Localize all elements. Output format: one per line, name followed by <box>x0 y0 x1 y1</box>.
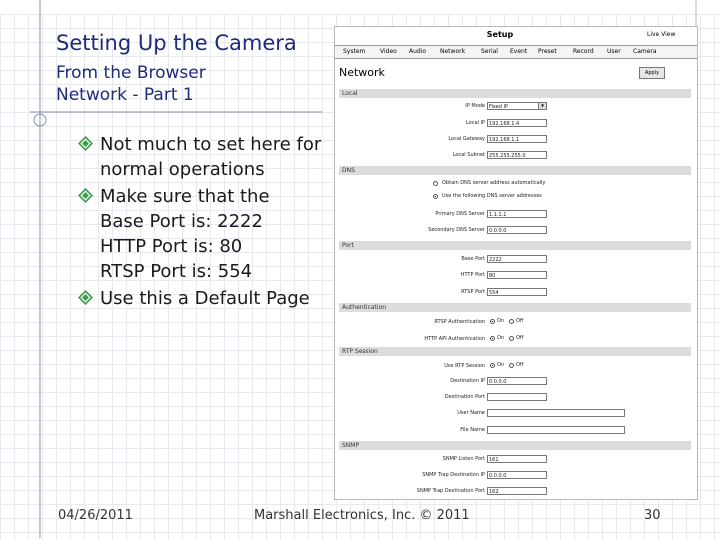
snmp-trap-destination-ip-label: SNMP Trap Destination IP <box>422 472 485 478</box>
use-rtp-on-radio[interactable] <box>490 363 495 368</box>
bullet-list <box>78 132 328 313</box>
http-port-input[interactable]: 80 <box>487 271 547 279</box>
ip-mode-label: IP Mode <box>465 103 485 109</box>
destination-ip-input[interactable]: 0.0.0.0 <box>487 377 547 385</box>
use-rtp-off-label: Off <box>516 362 524 368</box>
live-view-link[interactable]: Live View <box>647 31 676 38</box>
secondary-dns-input[interactable]: 0.0.0.0 <box>487 226 547 234</box>
menu-item-video[interactable]: Video <box>380 48 397 55</box>
dns-manual-label: Use the following DNS server addresses <box>442 193 542 199</box>
snmp-listen-port-label: SNMP Listen Port <box>442 456 485 462</box>
rtsp-port-label: RTSP Port <box>461 289 485 295</box>
local-ip-label: Local IP <box>465 120 485 126</box>
local-subnet-input[interactable]: 255.255.255.0 <box>487 151 547 159</box>
file-name-label: File Name <box>460 427 485 433</box>
use-rtp-label: Use RTP Session <box>444 363 485 369</box>
slide-title: Setting Up the Camera <box>56 31 297 55</box>
local-gateway-input[interactable]: 192.168.1.1 <box>487 135 547 143</box>
base-port-input[interactable]: 2222 <box>487 255 547 263</box>
section-rtp-session: RTP Session <box>339 347 691 356</box>
bullet-text: Make sure that the <box>100 186 270 207</box>
section-dns: DNS <box>339 166 691 175</box>
diamond-bullet-icon <box>78 136 93 151</box>
title-area <box>56 30 326 106</box>
subtitle-line: From the Browser <box>56 63 206 83</box>
http-port-label: HTTP Port <box>460 272 485 278</box>
destination-port-input[interactable] <box>487 393 547 401</box>
rtsp-auth-off-label: Off <box>516 318 524 324</box>
diamond-bullet-icon <box>78 188 93 203</box>
http-api-auth-on-label: On <box>497 335 505 341</box>
bullet-item <box>78 132 328 182</box>
subtitle-line: Network - Part 1 <box>56 85 194 105</box>
menu-item-user[interactable]: User <box>607 48 621 55</box>
menu-item-record[interactable]: Record <box>573 48 594 55</box>
snmp-trap-destination-port-label: SNMP Trap Destination Port <box>416 488 485 494</box>
menu-item-audio[interactable]: Audio <box>409 48 427 55</box>
setup-title: Setup <box>486 30 514 39</box>
bullet-text: RTSP Port is: 554 <box>100 261 253 282</box>
destination-ip-label: Destination IP <box>450 378 485 384</box>
snmp-listen-port-input[interactable]: 161 <box>487 455 547 463</box>
snmp-trap-destination-port-input[interactable]: 162 <box>487 487 547 495</box>
base-port-label: Base Port <box>461 256 485 262</box>
footer-date: 04/26/2011 <box>58 508 133 523</box>
primary-dns-label: Primary DNS Server <box>435 211 485 217</box>
bullet-item <box>78 184 328 284</box>
setup-menu-bar <box>335 45 697 59</box>
diamond-bullet-icon <box>78 290 93 305</box>
primary-dns-input[interactable]: 1.1.1.1 <box>487 210 547 218</box>
section-snmp: SNMP <box>339 441 691 450</box>
rtsp-auth-off-radio[interactable] <box>509 319 514 324</box>
footer-page-number: 30 <box>644 508 661 523</box>
local-subnet-label: Local Subnet <box>452 152 485 158</box>
ip-mode-select[interactable] <box>487 102 547 110</box>
rtsp-auth-on-label: On <box>497 318 505 324</box>
snmp-trap-destination-ip-input[interactable]: 0.0.0.0 <box>487 471 547 479</box>
network-page-title: Network <box>339 66 385 79</box>
section-port: Port <box>339 241 691 250</box>
use-rtp-off-radio[interactable] <box>509 363 514 368</box>
menu-item-preset[interactable]: Preset <box>538 48 557 55</box>
chevron-down-icon: ▼ <box>538 103 546 109</box>
browser-setup-screenshot <box>334 26 698 500</box>
section-local: Local <box>339 89 691 98</box>
ip-mode-value: Fixed IP <box>489 104 509 110</box>
menu-item-system[interactable]: System <box>343 48 366 55</box>
slide-subtitle <box>56 62 326 106</box>
http-api-auth-on-radio[interactable] <box>490 336 495 341</box>
user-name-input[interactable] <box>487 409 625 417</box>
section-authentication: Authentication <box>339 303 691 312</box>
local-ip-input[interactable]: 192.168.1.4 <box>487 119 547 127</box>
apply-button[interactable]: Apply <box>639 67 665 79</box>
bullet-item <box>78 286 328 311</box>
top-bar <box>0 0 720 14</box>
destination-port-label: Destination Port <box>444 394 485 400</box>
bullet-text: Base Port is: 2222 <box>100 211 263 232</box>
local-gateway-label: Local Gateway <box>448 136 485 142</box>
user-name-label: User Name <box>457 410 485 416</box>
http-api-auth-off-radio[interactable] <box>509 336 514 341</box>
rtsp-auth-on-radio[interactable] <box>490 319 495 324</box>
rtsp-auth-label: RTSP Authentication <box>434 319 485 325</box>
rtsp-port-input[interactable]: 554 <box>487 288 547 296</box>
menu-item-serial[interactable]: Serial <box>481 48 498 55</box>
bullet-text: HTTP Port is: 80 <box>100 236 243 257</box>
bullet-text: Not much to set here for <box>100 134 322 155</box>
file-name-input[interactable] <box>487 426 625 434</box>
menu-item-camera[interactable]: Camera <box>633 48 657 55</box>
secondary-dns-label: Secondary DNS Server <box>428 227 485 233</box>
bullet-text: Use this a Default Page <box>100 288 310 309</box>
rule-circle <box>34 114 46 126</box>
bullet-text: normal operations <box>100 159 265 180</box>
dns-auto-label: Obtain DNS server address automatically <box>442 180 546 186</box>
http-api-auth-label: HTTP API Authentication <box>424 336 485 342</box>
dns-auto-radio[interactable] <box>433 181 438 186</box>
use-rtp-on-label: On <box>497 362 505 368</box>
http-api-auth-off-label: Off <box>516 335 524 341</box>
menu-item-event[interactable]: Event <box>510 48 528 55</box>
menu-item-network[interactable]: Network <box>440 48 466 55</box>
dns-manual-radio[interactable] <box>433 194 438 199</box>
footer-company: Marshall Electronics, Inc. © 2011 <box>254 508 470 523</box>
